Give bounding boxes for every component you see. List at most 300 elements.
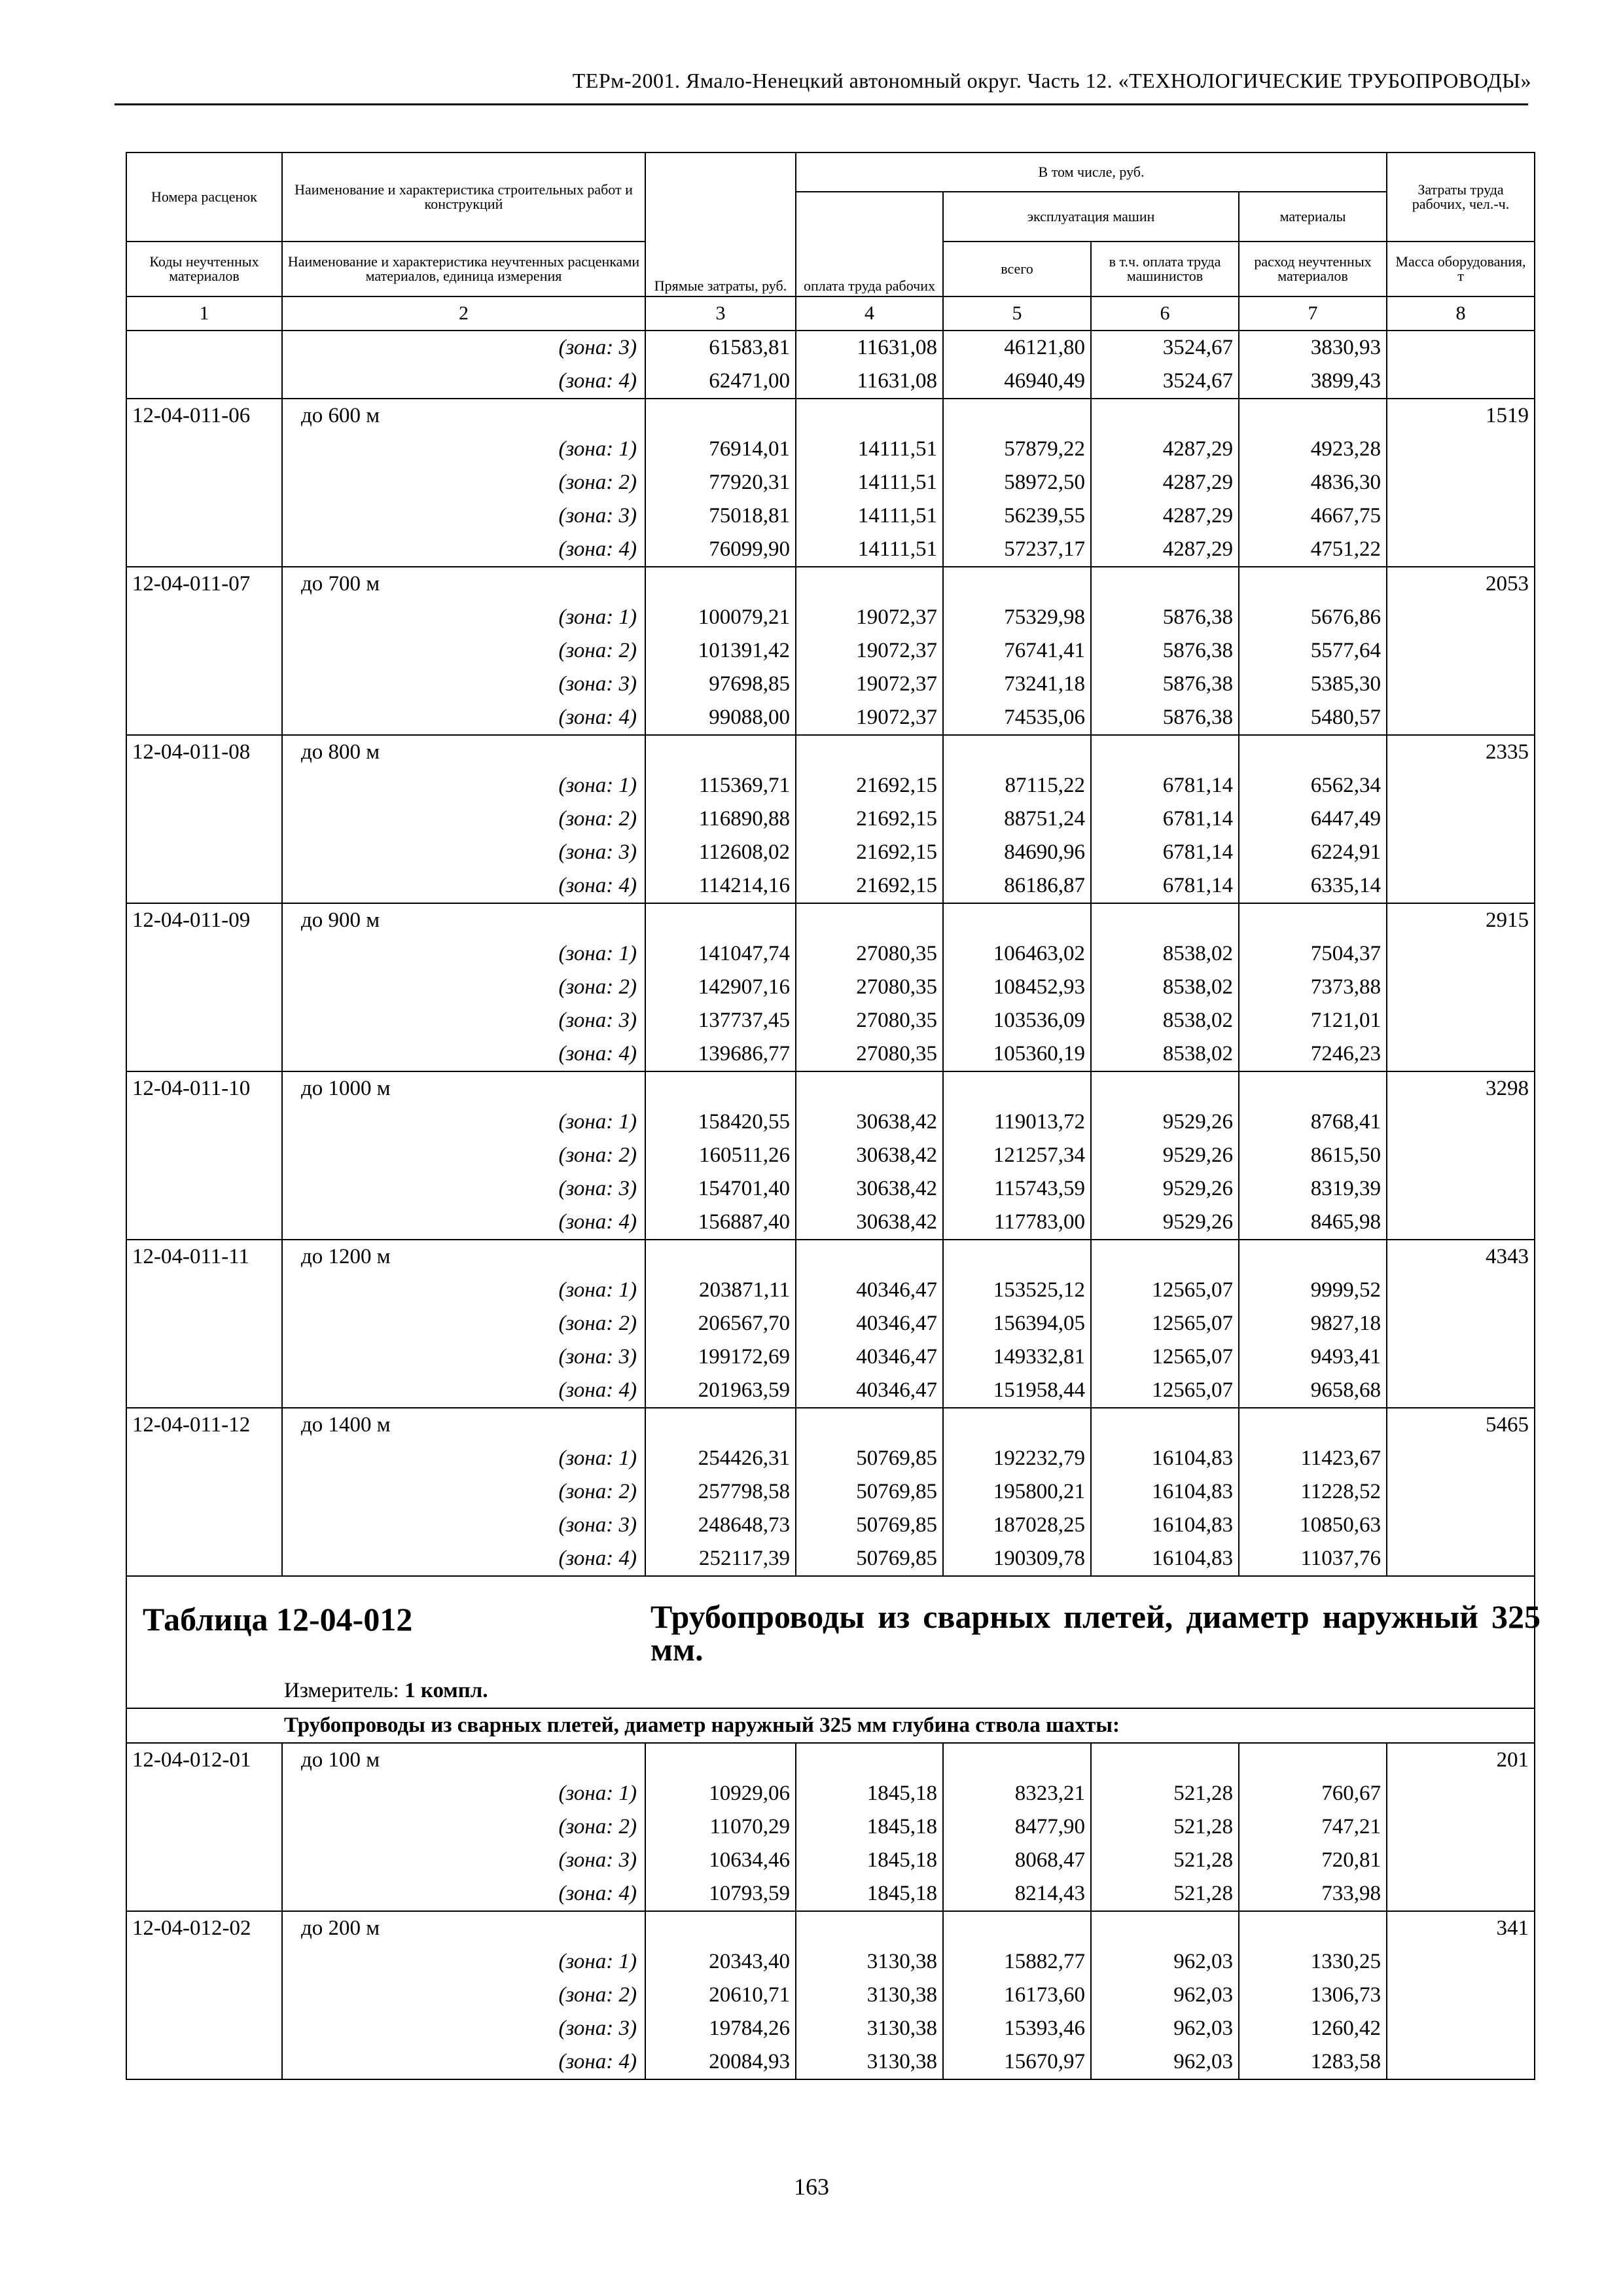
empty-cell xyxy=(943,399,1091,433)
rate-code: 12-04-012-02 xyxy=(126,1911,282,1945)
zone-label: (зона: 4) xyxy=(282,701,645,735)
col-header-labor-pay: оплата труда рабочих xyxy=(796,192,943,296)
empty-cell xyxy=(126,1206,282,1240)
rate-header-row xyxy=(126,735,1535,769)
col-number: 4 xyxy=(796,296,943,331)
labor-cost: 4343 xyxy=(1387,1240,1535,1274)
empty-cell xyxy=(1387,701,1535,735)
rate-code: 12-04-011-09 xyxy=(126,903,282,937)
machines-total: 117783,00 xyxy=(943,1206,1091,1240)
zone-row xyxy=(126,769,1535,802)
zone-label: (зона: 4) xyxy=(282,1037,645,1071)
zone-label: (зона: 4) xyxy=(282,365,645,399)
empty-cell xyxy=(126,433,282,466)
machines-total: 57879,22 xyxy=(943,433,1091,466)
zone-row xyxy=(126,1810,1535,1844)
materials-cost: 1306,73 xyxy=(1239,1979,1387,2012)
materials-cost: 4667,75 xyxy=(1239,499,1387,533)
direct-costs: 139686,77 xyxy=(645,1037,796,1071)
materials-cost: 8319,39 xyxy=(1239,1172,1387,1206)
labor-pay: 3130,38 xyxy=(796,2012,943,2045)
col-header-operators: в т.ч. оплата труда машинистов xyxy=(1091,242,1239,296)
direct-costs: 156887,40 xyxy=(645,1206,796,1240)
machines-total: 156394,05 xyxy=(943,1307,1091,1340)
empty-cell xyxy=(126,1844,282,1877)
zone-row xyxy=(126,1945,1535,1979)
labor-pay: 30638,42 xyxy=(796,1206,943,1240)
zone-label: (зона: 2) xyxy=(282,971,645,1004)
zone-row xyxy=(126,1105,1535,1139)
materials-cost: 733,98 xyxy=(1239,1877,1387,1911)
operators-pay: 5876,38 xyxy=(1091,634,1239,668)
empty-cell xyxy=(1387,668,1535,701)
operators-pay: 4287,29 xyxy=(1091,433,1239,466)
empty-cell xyxy=(126,1037,282,1071)
zone-row xyxy=(126,1877,1535,1911)
machines-total: 119013,72 xyxy=(943,1105,1091,1139)
col-number: 8 xyxy=(1387,296,1535,331)
machines-total: 103536,09 xyxy=(943,1004,1091,1037)
materials-cost: 5577,64 xyxy=(1239,634,1387,668)
materials-cost: 760,67 xyxy=(1239,1777,1387,1810)
empty-cell xyxy=(1387,2045,1535,2079)
materials-cost: 8465,98 xyxy=(1239,1206,1387,1240)
direct-costs: 10793,59 xyxy=(645,1877,796,1911)
work-name: до 800 м xyxy=(282,735,645,769)
empty-cell xyxy=(1387,1004,1535,1037)
zone-label: (зона: 3) xyxy=(282,1004,645,1037)
machines-total: 149332,81 xyxy=(943,1340,1091,1374)
table2-title: Трубопроводы из сварных плетей, диаметр наружный 325 мм. xyxy=(651,1598,1541,1668)
labor-pay: 40346,47 xyxy=(796,1307,943,1340)
empty-cell xyxy=(1091,1071,1239,1105)
zone-row xyxy=(126,1139,1535,1172)
labor-pay: 1845,18 xyxy=(796,1810,943,1844)
empty-cell xyxy=(126,1374,282,1408)
labor-pay: 11631,08 xyxy=(796,331,943,365)
work-name: до 100 м xyxy=(282,1743,645,1777)
zone-label: (зона: 2) xyxy=(282,466,645,499)
direct-costs: 99088,00 xyxy=(645,701,796,735)
materials-cost: 7373,88 xyxy=(1239,971,1387,1004)
direct-costs: 116890,88 xyxy=(645,802,796,836)
zone-label: (зона: 4) xyxy=(282,533,645,567)
empty-cell xyxy=(126,1475,282,1509)
direct-costs: 77920,31 xyxy=(645,466,796,499)
empty-cell xyxy=(1387,1340,1535,1374)
empty-cell xyxy=(126,1105,282,1139)
labor-cost: 2335 xyxy=(1387,735,1535,769)
materials-cost: 8615,50 xyxy=(1239,1139,1387,1172)
labor-pay: 1845,18 xyxy=(796,1877,943,1911)
zone-row xyxy=(126,802,1535,836)
empty-cell xyxy=(1091,735,1239,769)
empty-cell xyxy=(645,399,796,433)
direct-costs: 142907,16 xyxy=(645,971,796,1004)
operators-pay: 3524,67 xyxy=(1091,331,1239,365)
materials-cost: 8768,41 xyxy=(1239,1105,1387,1139)
empty-cell xyxy=(1387,1206,1535,1240)
labor-pay: 1845,18 xyxy=(796,1777,943,1810)
materials-cost: 720,81 xyxy=(1239,1844,1387,1877)
zone-label: (зона: 1) xyxy=(282,1442,645,1475)
zone-row xyxy=(126,1542,1535,1576)
direct-costs: 154701,40 xyxy=(645,1172,796,1206)
empty-cell xyxy=(1387,433,1535,466)
machines-total: 74535,06 xyxy=(943,701,1091,735)
empty-cell xyxy=(126,1340,282,1374)
empty-cell xyxy=(1091,1743,1239,1777)
empty-cell xyxy=(1091,399,1239,433)
operators-pay: 12565,07 xyxy=(1091,1340,1239,1374)
zone-label: (зона: 3) xyxy=(282,1340,645,1374)
machines-total: 15882,77 xyxy=(943,1945,1091,1979)
zone-label: (зона: 2) xyxy=(282,802,645,836)
direct-costs: 199172,69 xyxy=(645,1340,796,1374)
labor-pay: 30638,42 xyxy=(796,1139,943,1172)
empty-cell xyxy=(126,466,282,499)
direct-costs: 201963,59 xyxy=(645,1374,796,1408)
machines-total: 151958,44 xyxy=(943,1374,1091,1408)
labor-pay: 40346,47 xyxy=(796,1274,943,1307)
empty-cell xyxy=(1387,533,1535,567)
operators-pay: 6781,14 xyxy=(1091,869,1239,903)
work-name: до 1200 м xyxy=(282,1240,645,1274)
empty-cell xyxy=(1387,1844,1535,1877)
empty-cell xyxy=(796,567,943,601)
empty-cell xyxy=(645,1408,796,1442)
direct-costs: 141047,74 xyxy=(645,937,796,971)
empty-cell xyxy=(126,1877,282,1911)
zone-label: (зона: 2) xyxy=(282,1307,645,1340)
zone-label: (зона: 1) xyxy=(282,433,645,466)
empty-cell xyxy=(796,1071,943,1105)
empty-cell xyxy=(1387,1509,1535,1542)
empty-cell xyxy=(1387,1877,1535,1911)
empty-cell xyxy=(126,1542,282,1576)
empty-cell xyxy=(1387,1374,1535,1408)
materials-cost: 5385,30 xyxy=(1239,668,1387,701)
empty-cell xyxy=(645,735,796,769)
empty-cell xyxy=(796,1911,943,1945)
machines-total: 195800,21 xyxy=(943,1475,1091,1509)
col-number: 5 xyxy=(943,296,1091,331)
machines-total: 190309,78 xyxy=(943,1542,1091,1576)
zone-row xyxy=(126,1307,1535,1340)
empty-cell xyxy=(796,1240,943,1274)
operators-pay: 8538,02 xyxy=(1091,937,1239,971)
zone-label: (зона: 2) xyxy=(282,1810,645,1844)
col-header-including: В том числе, руб. xyxy=(796,152,1387,192)
materials-cost: 4923,28 xyxy=(1239,433,1387,466)
machines-total: 105360,19 xyxy=(943,1037,1091,1071)
empty-cell xyxy=(1387,331,1535,365)
zone-label: (зона: 4) xyxy=(282,1542,645,1576)
direct-costs: 75018,81 xyxy=(645,499,796,533)
materials-cost: 747,21 xyxy=(1239,1810,1387,1844)
labor-pay: 30638,42 xyxy=(796,1105,943,1139)
labor-pay: 27080,35 xyxy=(796,971,943,1004)
labor-pay: 19072,37 xyxy=(796,701,943,735)
materials-cost: 3899,43 xyxy=(1239,365,1387,399)
empty-cell xyxy=(126,1509,282,1542)
operators-pay: 8538,02 xyxy=(1091,971,1239,1004)
labor-pay: 50769,85 xyxy=(796,1442,943,1475)
direct-costs: 203871,11 xyxy=(645,1274,796,1307)
labor-pay: 21692,15 xyxy=(796,769,943,802)
empty-cell xyxy=(126,1777,282,1810)
machines-total: 8323,21 xyxy=(943,1777,1091,1810)
empty-cell xyxy=(1387,1105,1535,1139)
zone-label: (зона: 1) xyxy=(282,1274,645,1307)
operators-pay: 16104,83 xyxy=(1091,1442,1239,1475)
zone-label: (зона: 3) xyxy=(282,331,645,365)
operators-pay: 9529,26 xyxy=(1091,1172,1239,1206)
empty-cell xyxy=(1239,1240,1387,1274)
rate-code: 12-04-011-10 xyxy=(126,1071,282,1105)
empty-cell xyxy=(1239,1911,1387,1945)
empty-cell xyxy=(645,1911,796,1945)
machines-total: 57237,17 xyxy=(943,533,1091,567)
col-header-labor-cost: Затраты труда рабочих, чел.-ч. xyxy=(1387,152,1535,242)
zone-label: (зона: 4) xyxy=(282,1877,645,1911)
labor-pay: 50769,85 xyxy=(796,1475,943,1509)
zone-row xyxy=(126,1004,1535,1037)
empty-cell xyxy=(126,2045,282,2079)
zone-row xyxy=(126,1037,1535,1071)
operators-pay: 12565,07 xyxy=(1091,1374,1239,1408)
machines-total: 16173,60 xyxy=(943,1979,1091,2012)
zone-label: (зона: 2) xyxy=(282,1139,645,1172)
machines-total: 15393,46 xyxy=(943,2012,1091,2045)
zone-label: (зона: 3) xyxy=(282,668,645,701)
empty-cell xyxy=(1387,1810,1535,1844)
labor-pay: 19072,37 xyxy=(796,634,943,668)
direct-costs: 76914,01 xyxy=(645,433,796,466)
machines-total: 46940,49 xyxy=(943,365,1091,399)
labor-pay: 50769,85 xyxy=(796,1542,943,1576)
empty-cell xyxy=(126,601,282,634)
machines-total: 108452,93 xyxy=(943,971,1091,1004)
zone-label: (зона: 2) xyxy=(282,1979,645,2012)
zone-label: (зона: 3) xyxy=(282,499,645,533)
machines-total: 58972,50 xyxy=(943,466,1091,499)
labor-pay: 21692,15 xyxy=(796,869,943,903)
col-header-machines: эксплуатация машин xyxy=(943,192,1239,242)
page-header: ТЕРм-2001. Ямало-Ненецкий автономный округ. Часть 12. «ТЕХНОЛОГИЧЕСКИЕ ТРУБОПРОВОДЫ» xyxy=(572,69,1531,92)
direct-costs: 101391,42 xyxy=(645,634,796,668)
empty-cell xyxy=(1387,1139,1535,1172)
rate-header-row xyxy=(126,903,1535,937)
empty-cell xyxy=(796,903,943,937)
operators-pay: 962,03 xyxy=(1091,2045,1239,2079)
work-name: до 600 м xyxy=(282,399,645,433)
col-header-material-codes: Коды неучтенных материалов xyxy=(126,242,282,296)
empty-cell xyxy=(645,1743,796,1777)
work-name: до 900 м xyxy=(282,903,645,937)
operators-pay: 9529,26 xyxy=(1091,1105,1239,1139)
empty-cell xyxy=(645,567,796,601)
labor-pay: 1845,18 xyxy=(796,1844,943,1877)
empty-cell xyxy=(1239,735,1387,769)
operators-pay: 6781,14 xyxy=(1091,836,1239,869)
materials-cost: 1260,42 xyxy=(1239,2012,1387,2045)
zone-row xyxy=(126,1206,1535,1240)
operators-pay: 521,28 xyxy=(1091,1877,1239,1911)
machines-total: 84690,96 xyxy=(943,836,1091,869)
col-header-machines-total: всего xyxy=(943,242,1091,296)
work-name: до 1400 м xyxy=(282,1408,645,1442)
empty-cell xyxy=(126,937,282,971)
direct-costs: 252117,39 xyxy=(645,1542,796,1576)
machines-total: 15670,97 xyxy=(943,2045,1091,2079)
machines-total: 121257,34 xyxy=(943,1139,1091,1172)
operators-pay: 5876,38 xyxy=(1091,601,1239,634)
empty-cell xyxy=(126,1442,282,1475)
zone-label: (зона: 3) xyxy=(282,2012,645,2045)
zone-row xyxy=(126,1844,1535,1877)
empty-cell xyxy=(126,668,282,701)
zone-row xyxy=(126,1172,1535,1206)
empty-cell xyxy=(1387,466,1535,499)
empty-cell xyxy=(1387,1307,1535,1340)
empty-cell xyxy=(645,903,796,937)
operators-pay: 4287,29 xyxy=(1091,466,1239,499)
zone-label: (зона: 1) xyxy=(282,1105,645,1139)
machines-total: 86186,87 xyxy=(943,869,1091,903)
empty-cell xyxy=(126,331,282,365)
machines-total: 106463,02 xyxy=(943,937,1091,971)
labor-cost: 3298 xyxy=(1387,1071,1535,1105)
zone-row xyxy=(126,1979,1535,2012)
labor-cost: 1519 xyxy=(1387,399,1535,433)
materials-cost: 9999,52 xyxy=(1239,1274,1387,1307)
labor-pay: 3130,38 xyxy=(796,1945,943,1979)
work-name: до 700 м xyxy=(282,567,645,601)
labor-pay: 14111,51 xyxy=(796,533,943,567)
machines-total: 88751,24 xyxy=(943,802,1091,836)
zone-label: (зона: 4) xyxy=(282,1374,645,1408)
materials-cost: 4836,30 xyxy=(1239,466,1387,499)
zone-label: (зона: 2) xyxy=(282,634,645,668)
labor-cost: 2915 xyxy=(1387,903,1535,937)
machines-total: 8214,43 xyxy=(943,1877,1091,1911)
empty-cell xyxy=(1239,399,1387,433)
operators-pay: 3524,67 xyxy=(1091,365,1239,399)
measure-unit: 1 компл. xyxy=(404,1679,488,1702)
col-number: 2 xyxy=(282,296,645,331)
direct-costs: 100079,21 xyxy=(645,601,796,634)
direct-costs: 20343,40 xyxy=(645,1945,796,1979)
col-header-materials: материалы xyxy=(1239,192,1387,242)
materials-cost: 5676,86 xyxy=(1239,601,1387,634)
zone-row xyxy=(126,499,1535,533)
rate-code: 12-04-011-11 xyxy=(126,1240,282,1274)
operators-pay: 962,03 xyxy=(1091,1945,1239,1979)
table2-subtitle: Трубопроводы из сварных плетей, диаметр наружный 325 мм глубина ствола шахты: xyxy=(126,1708,1535,1743)
machines-total: 75329,98 xyxy=(943,601,1091,634)
zone-row xyxy=(126,2045,1535,2079)
zone-label: (зона: 4) xyxy=(282,2045,645,2079)
labor-pay: 19072,37 xyxy=(796,601,943,634)
zone-label: (зона: 2) xyxy=(282,1475,645,1509)
machines-total: 153525,12 xyxy=(943,1274,1091,1307)
empty-cell xyxy=(645,1240,796,1274)
empty-cell xyxy=(1091,1911,1239,1945)
zone-row xyxy=(126,1274,1535,1307)
labor-pay: 27080,35 xyxy=(796,1004,943,1037)
operators-pay: 12565,07 xyxy=(1091,1274,1239,1307)
col-number: 1 xyxy=(126,296,282,331)
empty-cell xyxy=(1387,1442,1535,1475)
empty-cell xyxy=(126,634,282,668)
zone-label: (зона: 1) xyxy=(282,1777,645,1810)
header-rule xyxy=(115,103,1528,105)
empty-cell xyxy=(1239,903,1387,937)
empty-cell xyxy=(1091,567,1239,601)
zone-label: (зона: 3) xyxy=(282,836,645,869)
empty-cell xyxy=(1387,971,1535,1004)
labor-pay: 50769,85 xyxy=(796,1509,943,1542)
labor-pay: 27080,35 xyxy=(796,1037,943,1071)
direct-costs: 254426,31 xyxy=(645,1442,796,1475)
empty-cell xyxy=(943,735,1091,769)
materials-cost: 6335,14 xyxy=(1239,869,1387,903)
operators-pay: 4287,29 xyxy=(1091,499,1239,533)
direct-costs: 11070,29 xyxy=(645,1810,796,1844)
operators-pay: 8538,02 xyxy=(1091,1037,1239,1071)
empty-cell xyxy=(1387,365,1535,399)
materials-cost: 9493,41 xyxy=(1239,1340,1387,1374)
zone-row xyxy=(126,1340,1535,1374)
empty-cell xyxy=(126,1274,282,1307)
empty-cell xyxy=(1387,836,1535,869)
materials-cost: 1330,25 xyxy=(1239,1945,1387,1979)
empty-cell xyxy=(126,869,282,903)
table2-label: Таблица 12-04-012 xyxy=(143,1601,413,1638)
machines-total: 73241,18 xyxy=(943,668,1091,701)
empty-cell xyxy=(796,1408,943,1442)
rate-code: 12-04-011-08 xyxy=(126,735,282,769)
operators-pay: 16104,83 xyxy=(1091,1542,1239,1576)
operators-pay: 5876,38 xyxy=(1091,701,1239,735)
empty-cell xyxy=(1387,1475,1535,1509)
materials-cost: 6562,34 xyxy=(1239,769,1387,802)
rate-code: 12-04-012-01 xyxy=(126,1743,282,1777)
empty-cell xyxy=(1387,869,1535,903)
empty-cell xyxy=(943,1743,1091,1777)
empty-cell xyxy=(1239,567,1387,601)
direct-costs: 160511,26 xyxy=(645,1139,796,1172)
empty-cell xyxy=(126,1139,282,1172)
machines-total: 46121,80 xyxy=(943,331,1091,365)
operators-pay: 521,28 xyxy=(1091,1777,1239,1810)
empty-cell xyxy=(943,567,1091,601)
zone-row xyxy=(126,971,1535,1004)
operators-pay: 962,03 xyxy=(1091,2012,1239,2045)
materials-cost: 11423,67 xyxy=(1239,1442,1387,1475)
operators-pay: 16104,83 xyxy=(1091,1475,1239,1509)
operators-pay: 9529,26 xyxy=(1091,1139,1239,1172)
rate-code: 12-04-011-06 xyxy=(126,399,282,433)
operators-pay: 4287,29 xyxy=(1091,533,1239,567)
empty-cell xyxy=(1387,1777,1535,1810)
work-name: до 1000 м xyxy=(282,1071,645,1105)
zone-row xyxy=(126,1475,1535,1509)
empty-cell xyxy=(126,836,282,869)
empty-cell xyxy=(1387,1542,1535,1576)
direct-costs: 206567,70 xyxy=(645,1307,796,1340)
